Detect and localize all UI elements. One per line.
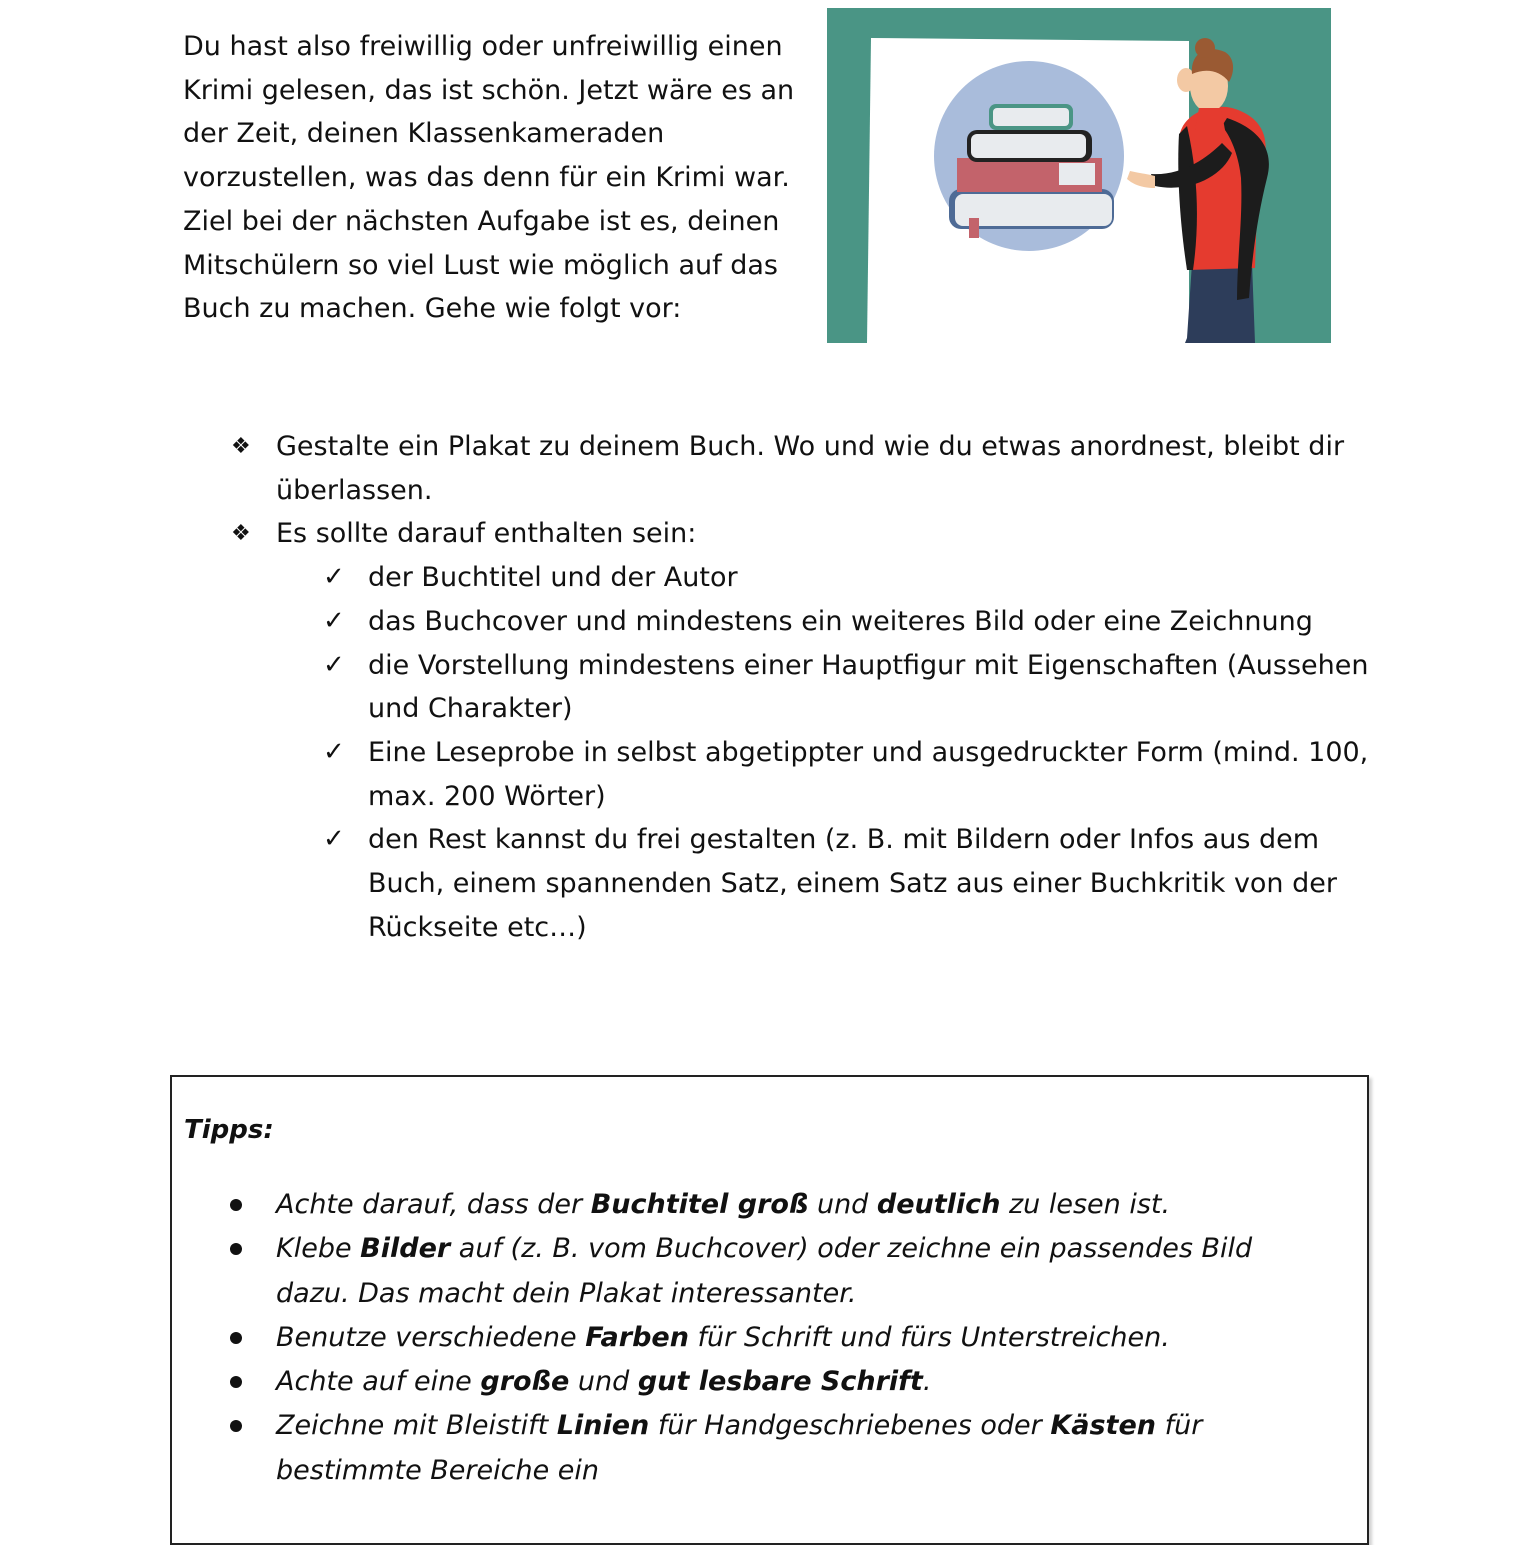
bullet-dot-icon (230, 1243, 242, 1255)
tip-text: und (569, 1366, 638, 1398)
tip-item (172, 1316, 1362, 1360)
tip-emphasis: Linien (556, 1410, 650, 1442)
task-item (183, 425, 1383, 512)
diamond-bullet-icon: ❖ (231, 434, 251, 459)
tip-text: und (808, 1189, 877, 1220)
tip-text: zu lesen ist. (1000, 1189, 1171, 1220)
tip-emphasis: Kästen (1050, 1410, 1156, 1442)
bullet-dot-icon (230, 1376, 242, 1388)
tip-emphasis: große (480, 1366, 570, 1398)
tip-text: Benutze verschiedene (276, 1321, 586, 1353)
tip-text: . (922, 1366, 932, 1398)
tip-emphasis: Bilder (360, 1233, 451, 1265)
checkmark-icon: ✓ (323, 605, 345, 636)
tip-item (172, 1183, 1362, 1227)
checkmark-icon: ✓ (323, 736, 345, 767)
tip-text: für bestimmte Bereiche ein (276, 1410, 1203, 1486)
task-item (183, 512, 1383, 556)
task-text: Es sollte darauf enthalten sein: (276, 518, 697, 550)
tip-text: Zeichne mit Bleistift (276, 1410, 557, 1442)
task-text: Gestalte ein Plakat zu deinem Buch. Wo und wie du etwas anordnest, bleibt dir überlassen. (276, 431, 1345, 506)
tip-emphasis: deutlich (876, 1189, 1001, 1220)
illustration-svg (827, 8, 1331, 343)
task-list (183, 425, 1383, 949)
tips-box (170, 1075, 1369, 1545)
tips-title: Tipps: (184, 1115, 274, 1145)
checklist-item (183, 600, 1383, 644)
diamond-bullet-icon: ❖ (231, 521, 251, 547)
tip-emphasis: Farben (585, 1321, 689, 1353)
intro-paragraph: Du hast also freiwillig oder unfreiwillig einen Krimi gelesen, das ist schön. Jetzt wäre es an der Zeit, deinen Klassenkameraden vorzustellen, was das denn für ein Krimi war. Ziel bei der nächsten Aufgabe ist es, deinen Mitschülern so viel Lust wie möglich auf das Buch zu machen. Gehe wie folgt vor: (183, 31, 795, 325)
tip-text: für Schrift und fürs Unterstreichen. (688, 1321, 1170, 1353)
checklist-text: die Vorstellung mindestens einer Hauptfigur mit Eigenschaften (Aussehen und Charakter) (368, 649, 1369, 725)
checklist-text: das Buchcover und mindestens ein weiteres Bild oder eine Zeichnung (368, 605, 1313, 637)
checklist-text: der Buchtitel und der Autor (368, 562, 738, 594)
tip-item (172, 1227, 1362, 1316)
tip-text: Achte darauf, dass der (276, 1189, 591, 1220)
checkmark-icon: ✓ (323, 649, 345, 680)
bullet-dot-icon (230, 1332, 242, 1344)
tip-emphasis: gut lesbare Schrift (637, 1366, 923, 1398)
tip-text: Klebe (276, 1233, 361, 1265)
tip-item (172, 1404, 1362, 1493)
checklist-item (183, 644, 1383, 731)
tip-text: für Handgeschriebenes oder (649, 1410, 1051, 1442)
checklist-item (183, 818, 1383, 949)
checkmark-icon: ✓ (323, 824, 345, 855)
teacher-with-books-illustration (827, 8, 1331, 343)
tip-emphasis: Buchtitel groß (590, 1189, 809, 1220)
tip-text: Achte auf eine (276, 1366, 481, 1398)
bullet-dot-icon (230, 1199, 242, 1211)
bullet-dot-icon (230, 1420, 242, 1432)
checklist-item (183, 556, 1383, 600)
checklist-text: Eine Leseprobe in selbst abgetippter und ausgedruckter Form (mind. 100, max. 200 Wörter) (368, 736, 1369, 812)
tips-list (172, 1183, 1362, 1493)
checklist-text: den Rest kannst du frei gestalten (z. B. mit Bildern oder Infos aus dem Buch, einem spannenden Satz, einem Satz aus einer Buchkritik von der Rückseite etc…) (368, 824, 1337, 943)
tip-item (172, 1360, 1362, 1404)
checklist-item (183, 731, 1383, 818)
checkmark-icon: ✓ (323, 562, 345, 593)
tip-text: auf (z. B. vom Buchcover) oder zeichne ein passendes Bild dazu. Das macht dein Plakat interessanter. (276, 1233, 1253, 1309)
